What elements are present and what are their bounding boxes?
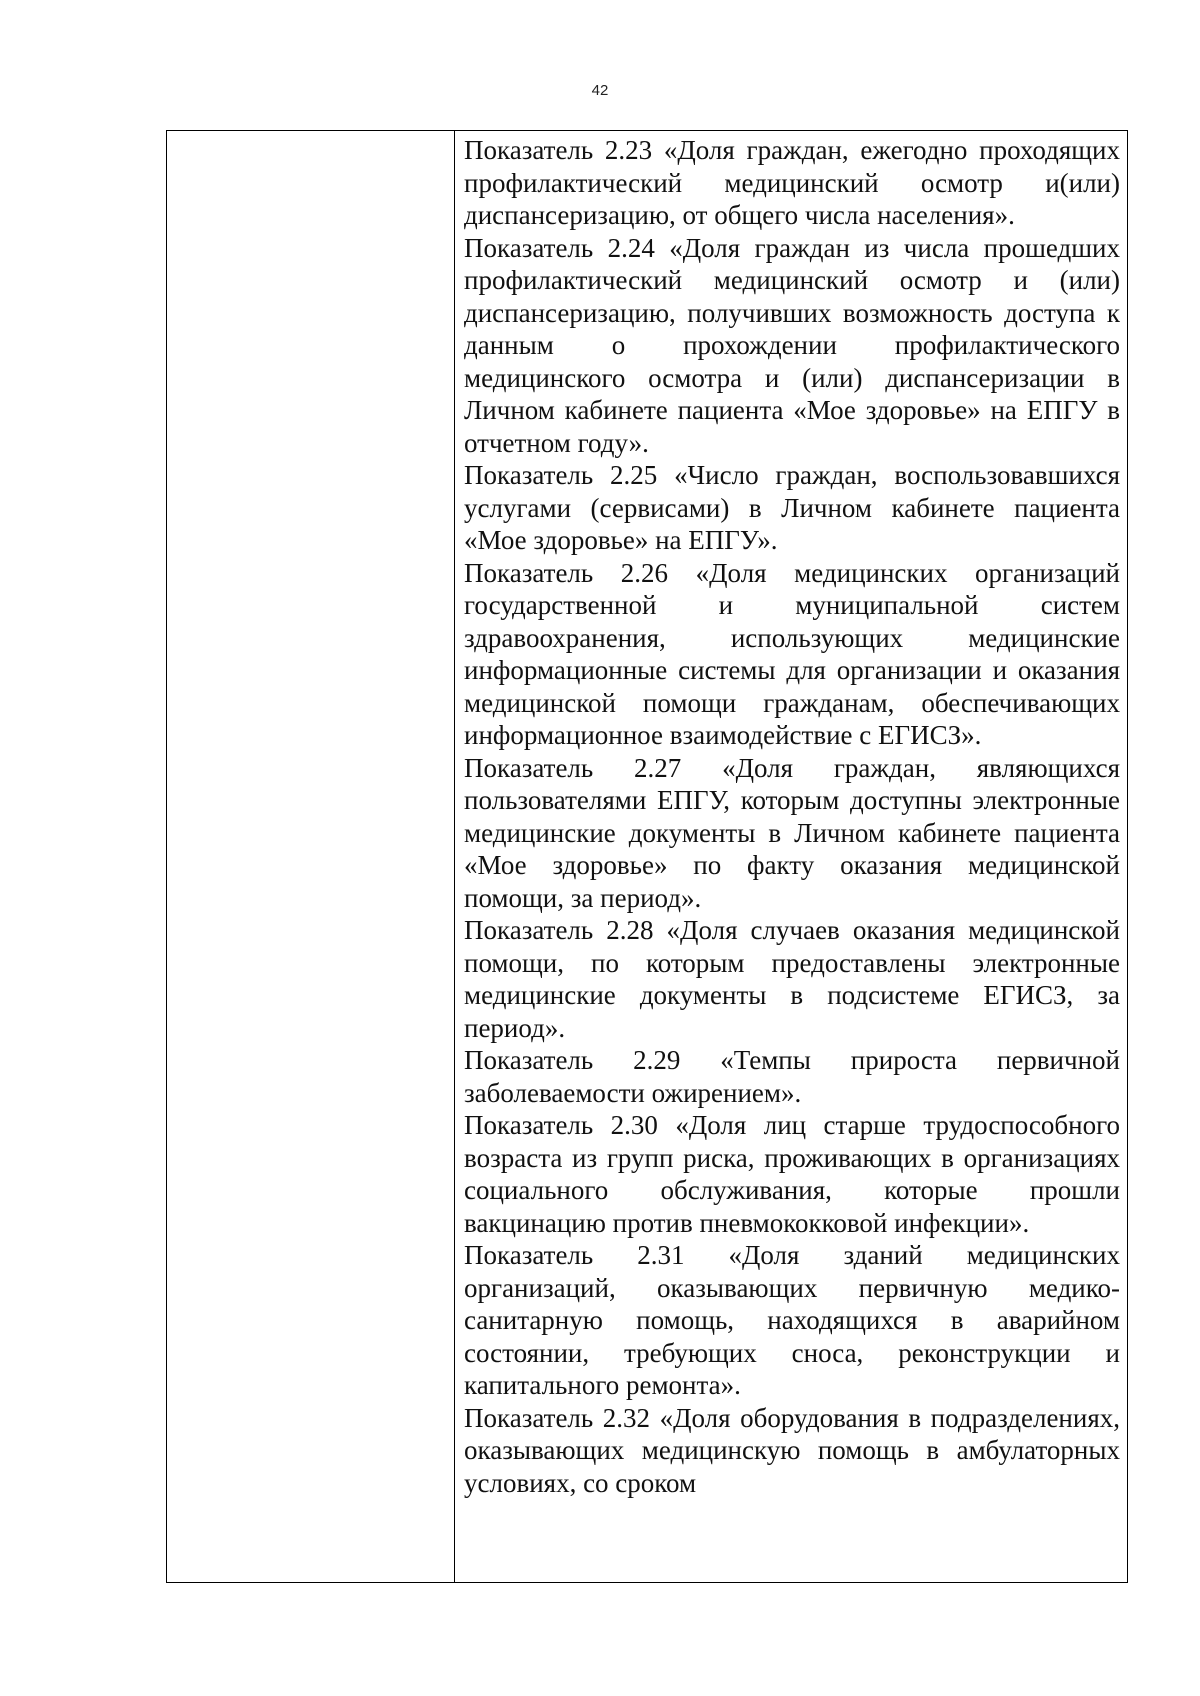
indicator-2-23: Показатель 2.23 «Доля граждан, ежегодно проходящих профилактический медицинский осмотр и(или) диспансеризацию, от общего числа населения».	[464, 135, 1120, 230]
indicator-2-32: Показатель 2.32 «Доля оборудования в подразделениях, оказывающих медицинскую помощь в амбулаторных условиях, со сроком	[464, 1402, 1120, 1498]
indicator-table	[166, 130, 1128, 1583]
indicator-2-31: Показатель 2.31 «Доля зданий медицинских организаций, оказывающих первичную медико-санитарную помощь, находящихся в аварийном состоянии, требующих сноса, реконструкции и капитального ремонта».	[464, 1240, 1120, 1400]
indicator-2-27: Показатель 2.27 «Доля граждан, являющихся пользователями ЕПГУ, которым доступны электронные медицинские документы в Личном кабинете пациента «Мое здоровье» по факту оказания медицинской помощи, за период».	[464, 752, 1120, 913]
indicator-2-24: Показатель 2.24 «Доля граждан из числа прошедших профилактический медицинский осмотр и (или) диспансеризацию, получивших возможность доступа к данным о прохождении профилактического медицинского осмотра и (или) диспансеризации в Личном кабинете пациента «Мое здоровье» на ЕПГУ в отчетном году».	[464, 232, 1120, 458]
indicator-2-28: Показатель 2.28 «Доля случаев оказания медицинской помощи, по которым предоставлены электронные медицинские документы в подсистеме ЕГИСЗ, за период».	[464, 915, 1120, 1043]
indicator-2-25: Показатель 2.25 «Число граждан, воспользовавшихся услугами (сервисами) в Личном кабинете пациента «Мое здоровье» на ЕПГУ».	[464, 460, 1120, 555]
left-cell	[167, 131, 455, 1583]
indicator-2-29: Показатель 2.29 «Темпы прироста первичной заболеваемости ожирением».	[464, 1045, 1120, 1108]
indicator-list	[455, 131, 1127, 1582]
indicator-2-30: Показатель 2.30 «Доля лиц старше трудоспособного возраста из групп риска, проживающих в организациях социального обслуживания, которые прошли вакцинацию против пневмококковой инфекции».	[464, 1110, 1120, 1238]
table-row	[167, 131, 1128, 1583]
indicator-2-26: Показатель 2.26 «Доля медицинских организаций государственной и муниципальной систем здравоохранения, использующих медицинские информационные системы для организации и оказания медицинской помощи гражданам, обеспечивающих информационное взаимодействие с ЕГИСЗ».	[464, 557, 1120, 750]
page-number: 42	[591, 82, 609, 99]
right-cell	[455, 131, 1128, 1583]
